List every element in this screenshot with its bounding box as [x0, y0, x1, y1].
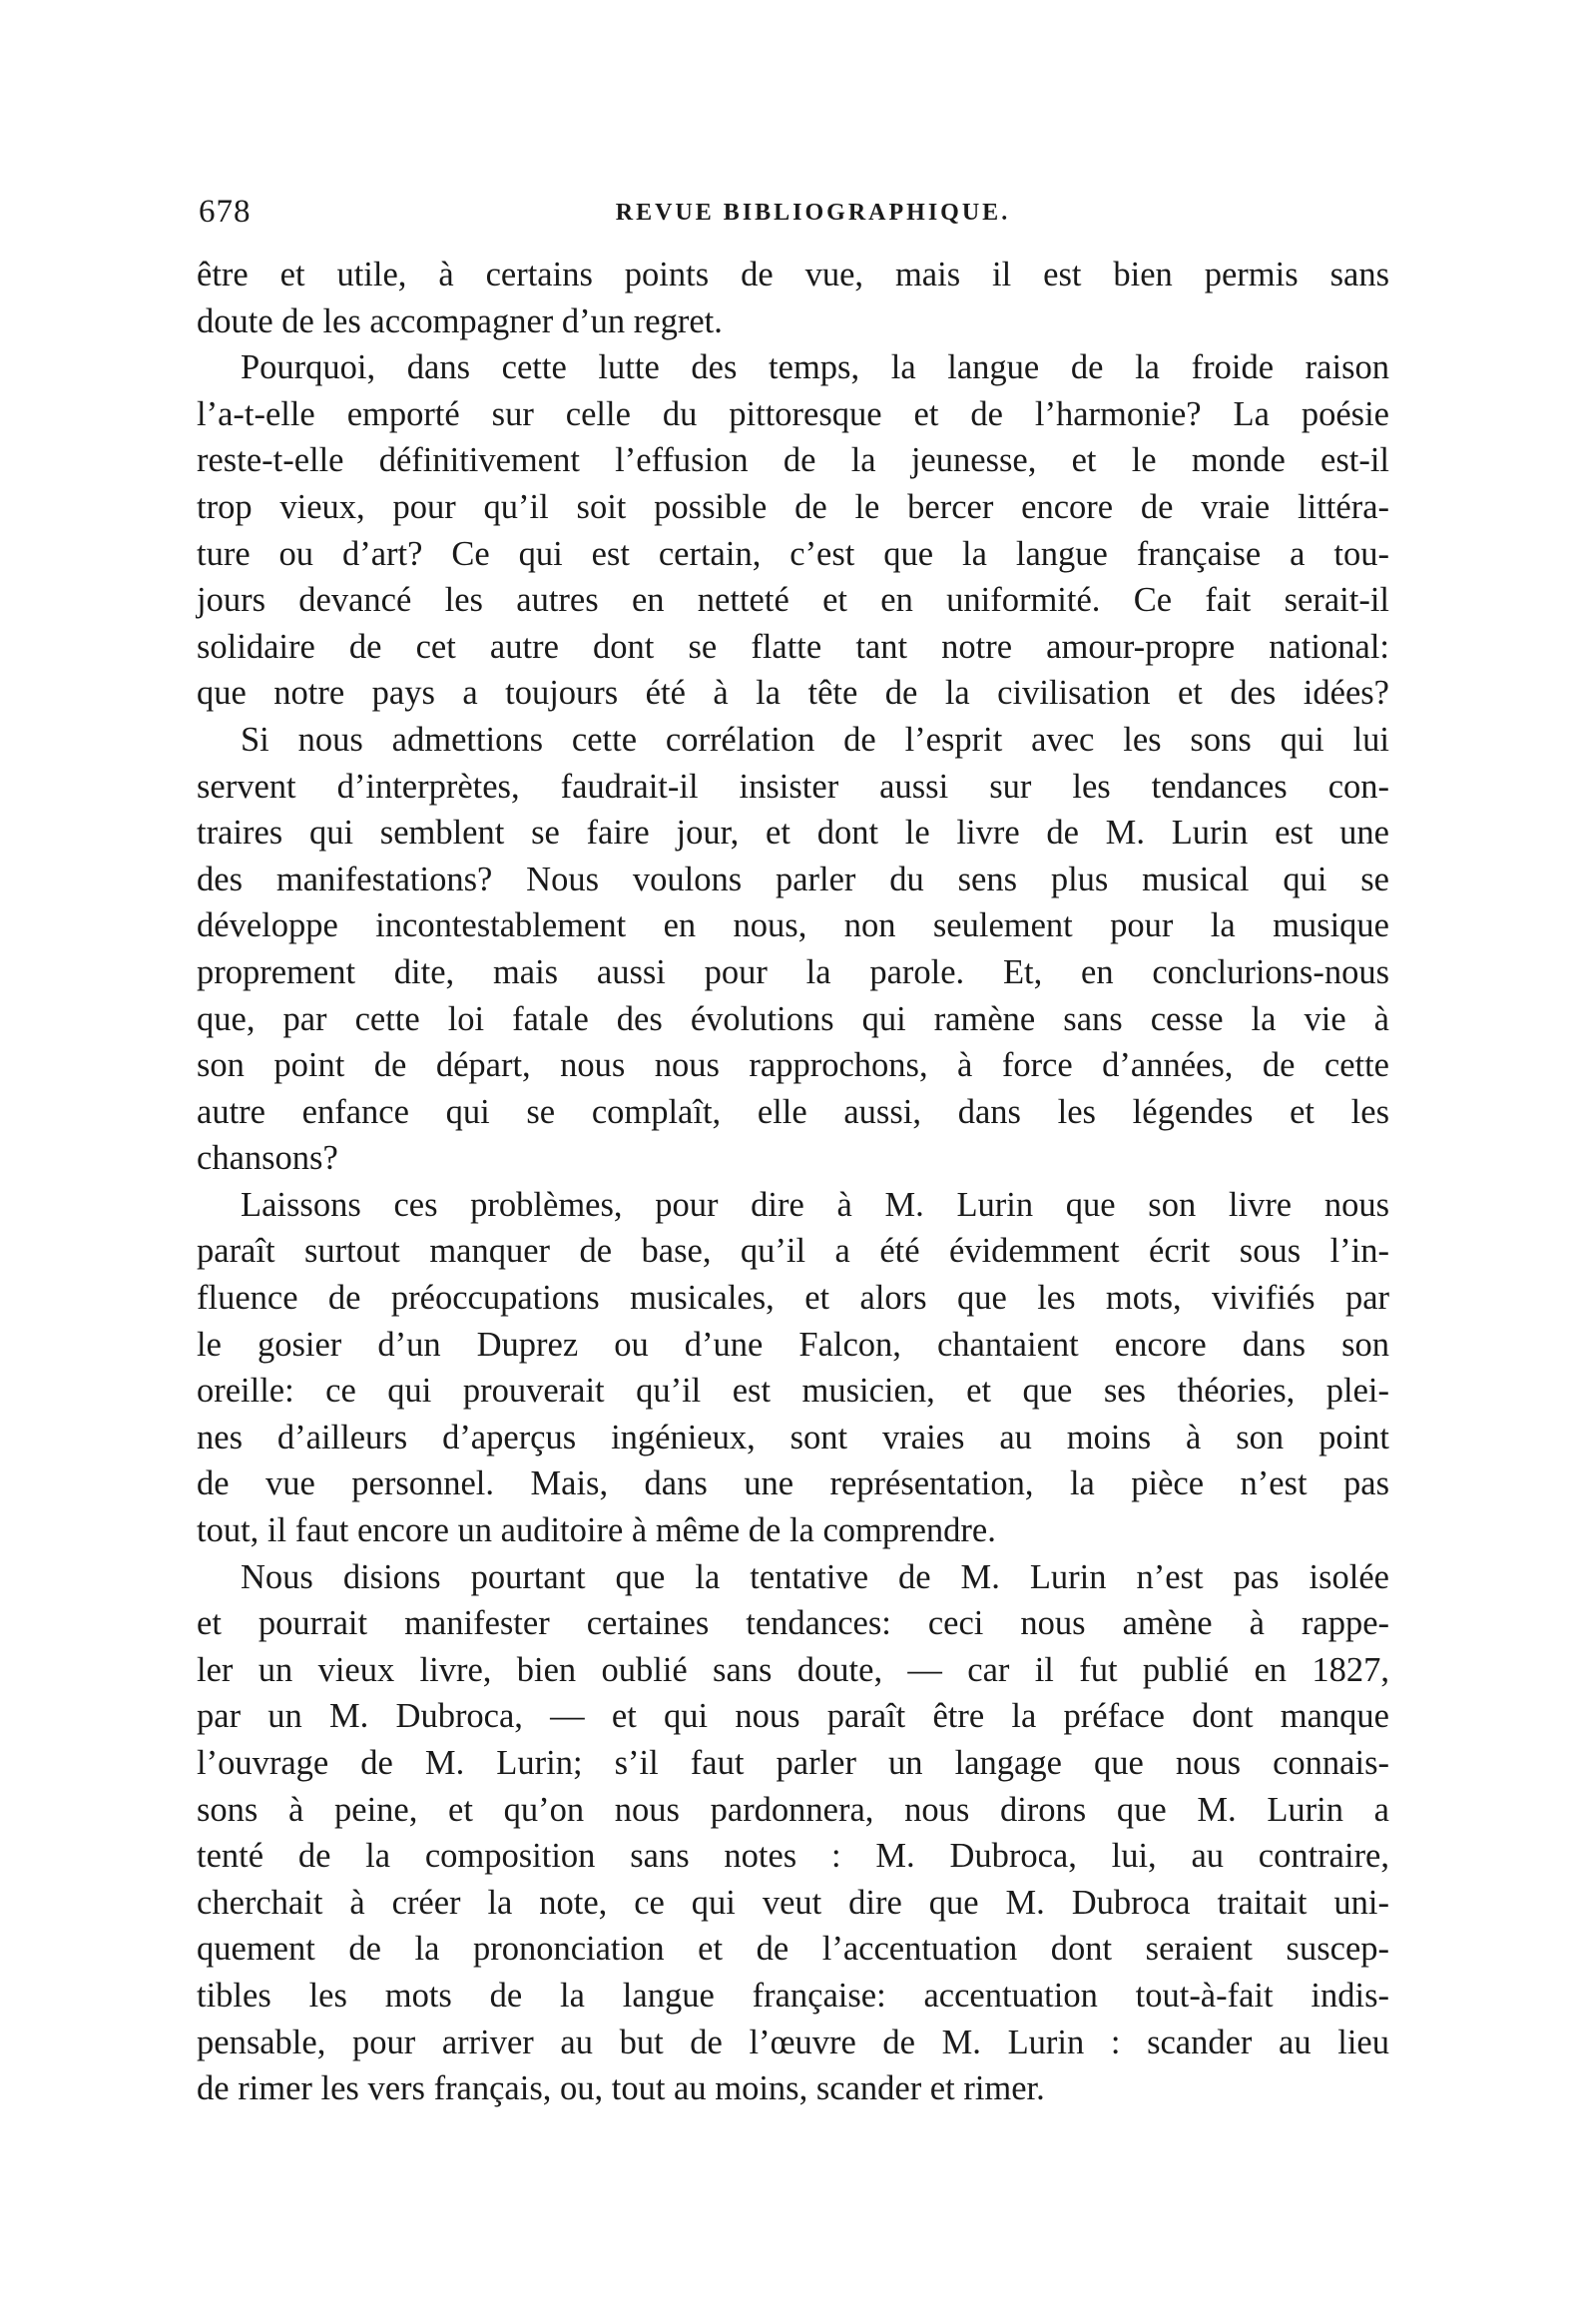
running-title: REVUE BIBLIOGRAPHIQUE. [615, 200, 1011, 226]
paragraph [197, 717, 1389, 1182]
text-line: trop vieux, pour qu’il soit possible de le bercer encore de vraie littéra- [197, 487, 1389, 526]
body-text [197, 252, 1389, 2112]
text-line: ture ou d’art? Ce qui est certain, c’est que la langue française a tou- [197, 534, 1389, 573]
text-line: que notre pays a toujours été à la tête de la civilisation et des idées? [197, 674, 1389, 713]
text-line: que, par cette loi fatale des évolutions qui ramène sans cesse la vie à [197, 999, 1389, 1038]
text-line: solidaire de cet autre dont se flatte tant notre amour-propre national: [197, 627, 1389, 666]
text-line: tenté de la composition sans notes : M. Dubroca, lui, au contraire, [197, 1837, 1389, 1876]
text-line: Pourquoi, dans cette lutte des temps, la langue de la froide raison [241, 348, 1389, 387]
paragraph [197, 344, 1389, 717]
text-line: tout, il faut encore un auditoire à même de la comprendre. [197, 1511, 996, 1550]
text-line: paraît surtout manquer de base, qu’il a été évidemment écrit sous l’in- [197, 1232, 1389, 1271]
text-line: ler un vieux livre, bien oublié sans doute, — car il fut publié en 1827, [197, 1650, 1389, 1689]
paragraph [197, 1182, 1389, 1554]
text-line: de rimer les vers français, ou, tout au moins, scander et rimer. [197, 2069, 1045, 2108]
running-header [197, 188, 1389, 238]
text-line: l’ouvrage de M. Lurin; s’il faut parler un langage que nous connais- [197, 1744, 1389, 1782]
text-line: des manifestations? Nous voulons parler du sens plus musical qui se [197, 860, 1389, 898]
text-line: chansons? [197, 1139, 338, 1178]
text-line: nes d’ailleurs d’aperçus ingénieux, sont vraies au moins à son point [197, 1418, 1389, 1456]
text-line: servent d’interprètes, faudrait-il insister aussi sur les tendances con- [197, 767, 1389, 806]
book-page [197, 188, 1389, 2112]
text-line: oreille: ce qui prouverait qu’il est musicien, et que ses théories, plei- [197, 1372, 1389, 1411]
text-line: cherchait à créer la note, ce qui veut dire que M. Dubroca traitait uni- [197, 1883, 1389, 1922]
text-line: reste-t-elle définitivement l’effusion de la jeunesse, et le monde est-il [197, 441, 1389, 480]
text-line: doute de les accompagner d’un regret. [197, 301, 723, 340]
text-line: proprement dite, mais aussi pour la parole. Et, en conclurions-nous [197, 952, 1389, 991]
text-line: tibles les mots de la langue française: accentuation tout-à-fait indis- [197, 1976, 1389, 2015]
text-line: développe incontestablement en nous, non seulement pour la musique [197, 906, 1389, 945]
text-line: pensable, pour arriver au but de l’œuvre de M. Lurin : scander au lieu [197, 2023, 1389, 2061]
text-line: fluence de préoccupations musicales, et alors que les mots, vivifiés par [197, 1279, 1389, 1318]
text-line: et pourrait manifester certaines tendances: ceci nous amène à rappe- [197, 1604, 1389, 1643]
text-line: de vue personnel. Mais, dans une représentation, la pièce n’est pas [197, 1464, 1389, 1503]
text-line: l’a-t-elle emporté sur celle du pittoresque et de l’harmonie? La poésie [197, 394, 1389, 433]
text-line: être et utile, à certains points de vue, mais il est bien permis sans [197, 256, 1389, 293]
text-line: sons à peine, et qu’on nous pardonnera, nous dirons que M. Lurin a [197, 1790, 1389, 1829]
text-line: quement de la prononciation et de l’accentuation dont seraient suscep- [197, 1930, 1389, 1969]
text-line: traires qui semblent se faire jour, et dont le livre de M. Lurin est une [197, 814, 1389, 853]
paragraph [197, 252, 1389, 344]
text-line: jours devancé les autres en netteté et en uniformité. Ce fait serait-il [197, 581, 1389, 620]
text-line: Laissons ces problèmes, pour dire à M. Lurin que son livre nous [241, 1185, 1389, 1224]
text-line: autre enfance qui se complaît, elle aussi, dans les légendes et les [197, 1092, 1389, 1131]
text-line: Si nous admettions cette corrélation de l’esprit avec les sons qui lui [241, 720, 1389, 759]
page-number: 678 [199, 194, 252, 230]
text-line: par un M. Dubroca, — et qui nous paraît être la préface dont manque [197, 1697, 1389, 1736]
text-line: le gosier d’un Duprez ou d’une Falcon, chantaient encore dans son [197, 1325, 1389, 1364]
text-line: Nous disions pourtant que la tentative de M. Lurin n’est pas isolée [241, 1557, 1389, 1596]
paragraph [197, 1554, 1389, 2112]
text-line: son point de départ, nous nous rapprochons, à force d’années, de cette [197, 1046, 1389, 1085]
